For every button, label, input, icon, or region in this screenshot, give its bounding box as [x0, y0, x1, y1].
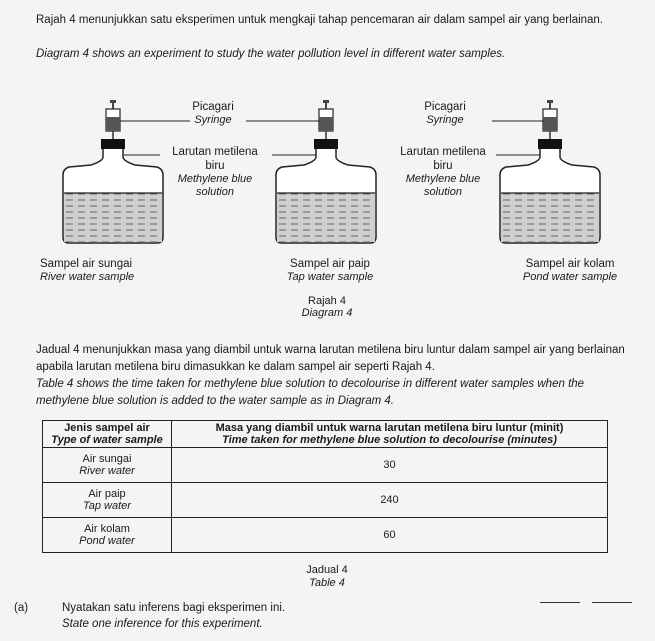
diagram-4: [0, 95, 655, 335]
row-time-value: 30: [172, 448, 608, 483]
intro-malay: Rajah 4 menunjukkan satu eksperimen untuk mengkaji tahap pencemaran air dalam sampel air yang berlainan.: [36, 14, 604, 26]
question-a: [14, 600, 28, 616]
paragraph-malay: Jadual 4 menunjukkan masa yang diambil untuk warna larutan metilena biru luntur dalam sampel air yang berlainan apabila larutan metilena biru dimasukkan ke dalam sampel air seperti Rajah 4.: [36, 344, 625, 373]
sample-label-tap: Sampel air paip Tap water sample: [286, 258, 374, 283]
table-caption: Jadual 4 Table 4: [306, 564, 348, 589]
answer-line: [592, 602, 632, 603]
apparatus-drawing: [0, 95, 655, 265]
table-row: [43, 518, 608, 553]
answer-line: [540, 602, 580, 603]
header-water-type: Jenis sampel air Type of water sample: [43, 421, 172, 448]
question-a-text: Nyatakan satu inferens bagi eksperimen ini. State one inference for this experiment.: [62, 602, 286, 630]
table-header-row: [43, 421, 608, 448]
table-row: [43, 483, 608, 518]
intro-english: Diagram 4 shows an experiment to study the water pollution level in different water samples.: [36, 48, 506, 60]
row-water-type: Air paip Tap water: [43, 483, 172, 518]
header-time-taken: Masa yang diambil untuk warna larutan metilena biru luntur (minit) Time taken for methylene blue solution to decolourise (minutes): [172, 421, 608, 448]
row-water-type: Air kolam Pond water: [43, 518, 172, 553]
syringe-label-2: Picagari Syringe: [424, 101, 466, 126]
row-water-type: Air sungai River water: [43, 448, 172, 483]
sample-label-pond: Sampel air kolam Pond water sample: [522, 258, 618, 283]
table-4: [42, 420, 608, 553]
row-time-value: 240: [172, 483, 608, 518]
solution-label-1: Larutan metilena biru Methylene blue solution: [172, 146, 258, 198]
row-time-value: 60: [172, 518, 608, 553]
solution-label-2: Larutan metilena biru Methylene blue solution: [400, 146, 486, 198]
syringe-label-1: Picagari Syringe: [192, 101, 234, 126]
diagram-caption: Rajah 4 Diagram 4: [301, 295, 353, 319]
paragraph-english: Table 4 shows the time taken for methylene blue solution to decolourise in different water samples when the methylene blue solution is added to the water sample as in Diagram 4.: [36, 378, 585, 407]
sample-label-river: Sampel air sungai River water sample: [40, 258, 135, 283]
table-row: [43, 448, 608, 483]
question-number: (a): [14, 602, 29, 614]
